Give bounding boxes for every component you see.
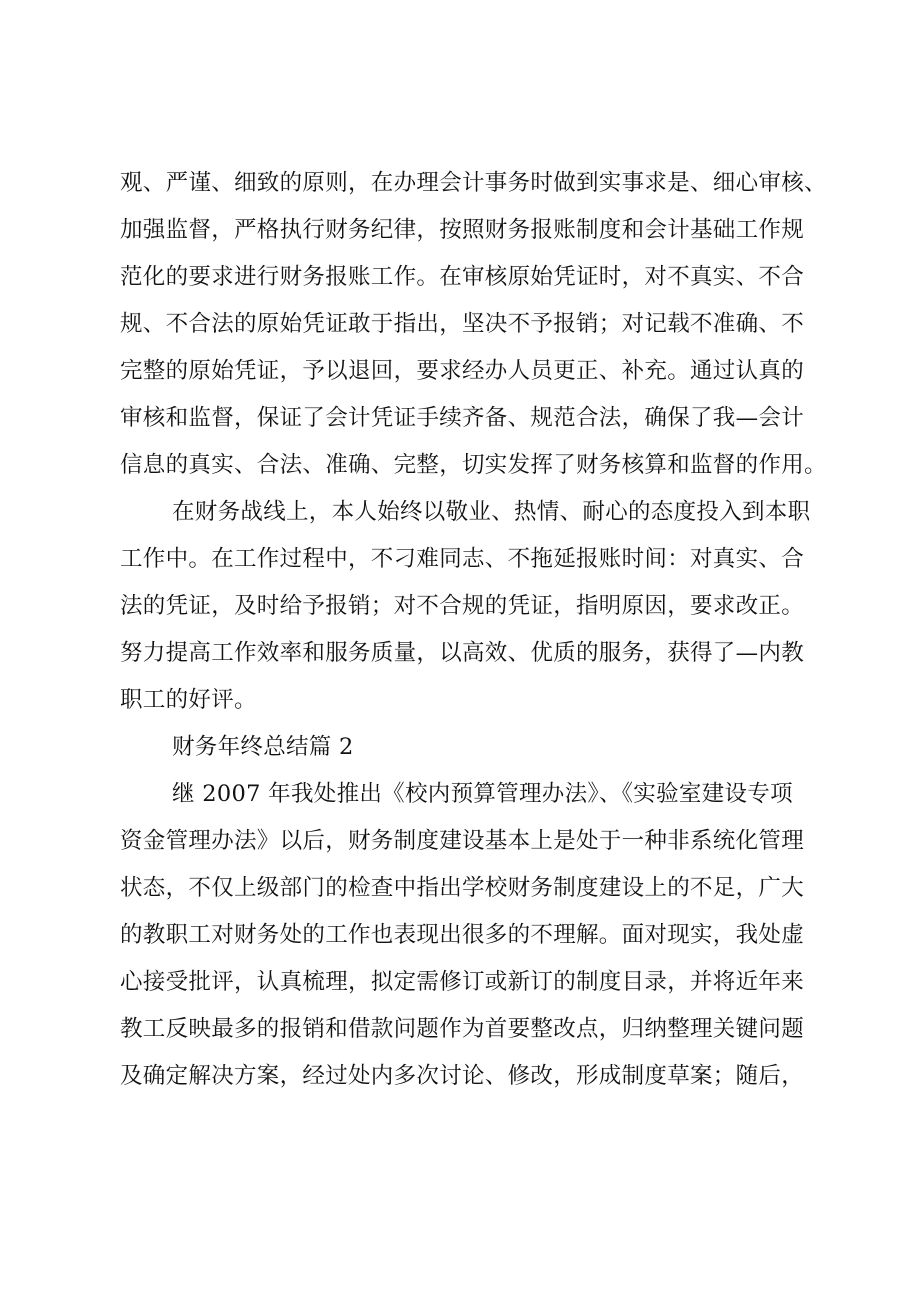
document-body [120,160,840,1100]
text-line: 法的凭证，及时给予报销；对不合规的凭证，指明原因，要求改正。 [120,593,805,619]
text-line: 职工的好评。 [120,687,257,713]
text-line: 的教职工对财务处的工作也表现出很多的不理解。面对现实，我处虚 [120,922,805,948]
text-line: 状态，不仅上级部门的检查中指出学校财务制度建设上的不足，广大 [120,875,805,901]
text-line: 加强监督，严格执行财务纪律，按照财务报账制度和会计基础工作规 [120,217,805,243]
text-line: 完整的原始凭证，予以退回，要求经办人员更正、补充。通过认真的 [120,358,805,384]
text-line: 资金管理办法》以后，财务制度建设基本上是处于一种非系统化管理 [120,828,805,854]
text-line: 观、严谨、细致的原则，在办理会计事务时做到实事求是、细心审核、 [120,170,827,196]
text-line: 规、不合法的原始凭证敢于指出，坚决不予报销；对记载不准确、不 [120,311,805,337]
text-line: 信息的真实、合法、准确、完整，切实发挥了财务核算和监督的作用。 [120,452,827,478]
text-line: 范化的要求进行财务报账工作。在审核原始凭证时，对不真实、不合 [120,264,805,290]
paragraph-first-line: 继 2007 年我处推出《校内预算管理办法》、《实验室建设专项 [172,781,793,807]
text-line: 审核和监督，保证了会计凭证手续齐备、规范合法，确保了我—会计 [120,405,805,431]
text-line: 努力提高工作效率和服务质量，以高效、优质的服务，获得了—内教 [120,640,805,666]
text-line: 及确定解决方案，经过处内多次讨论、修改，形成制度草案；随后， [120,1063,805,1089]
text-line: 教工反映最多的报销和借款问题作为首要整改点，归纳整理关键问题 [120,1016,805,1042]
text-line: 心接受批评，认真梳理，拟定需修订或新订的制度目录，并将近年来 [120,969,805,995]
section-heading: 财务年终总结篇 2 [172,734,354,760]
paragraph-first-line: 在财务战线上，本人始终以敬业、热情、耐心的态度投入到本职 [172,499,811,525]
text-line: 工作中。在工作过程中，不刁难同志、不拖延报账时间：对真实、合 [120,546,805,572]
